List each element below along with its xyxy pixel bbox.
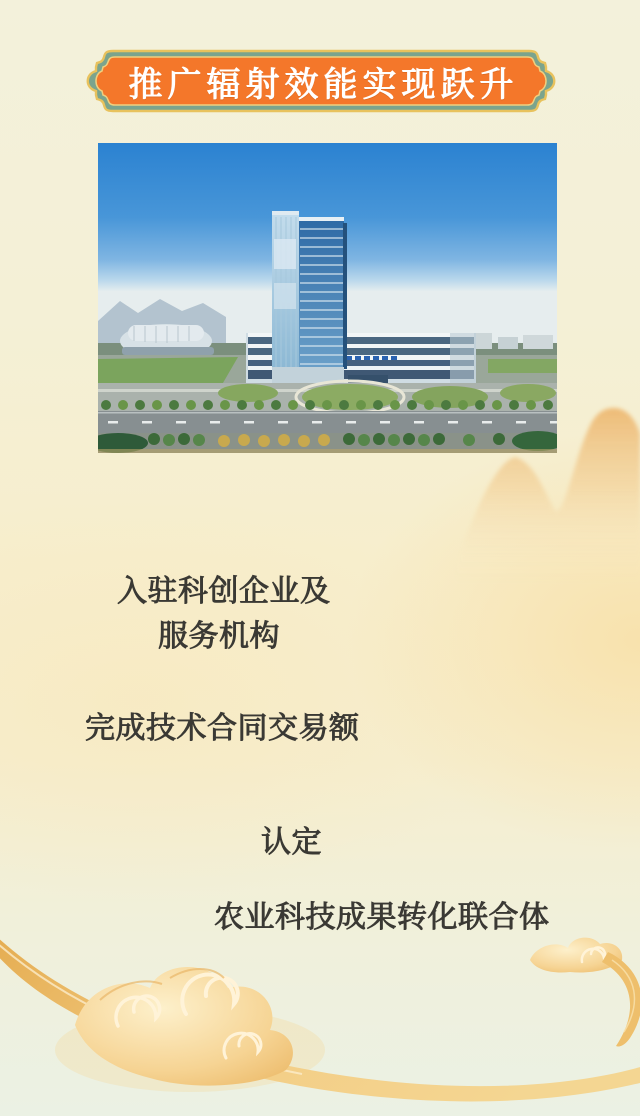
stat-enterprises-label-line1: 入驻科创企业及	[117, 575, 331, 608]
stat-consortium-label: 农业科技成果转化联合体	[214, 901, 550, 934]
cloud-small-right	[530, 938, 640, 1047]
stat-enterprises-label-line2: 服务机构	[158, 620, 280, 653]
stat-certified-label: 认定	[261, 826, 322, 859]
stat-contracts-label: 完成技术合同交易额	[85, 712, 360, 745]
campus-photo	[98, 143, 557, 453]
dome-building	[120, 324, 214, 358]
right-lawn	[488, 359, 557, 373]
tree-row-lower	[98, 431, 557, 453]
banner-title: 推广辐射效能实现跃升	[128, 65, 519, 104]
tower-building	[272, 211, 347, 385]
title-banner	[83, 47, 559, 115]
road	[98, 411, 557, 433]
auspicious-clouds-icon	[0, 930, 640, 1116]
